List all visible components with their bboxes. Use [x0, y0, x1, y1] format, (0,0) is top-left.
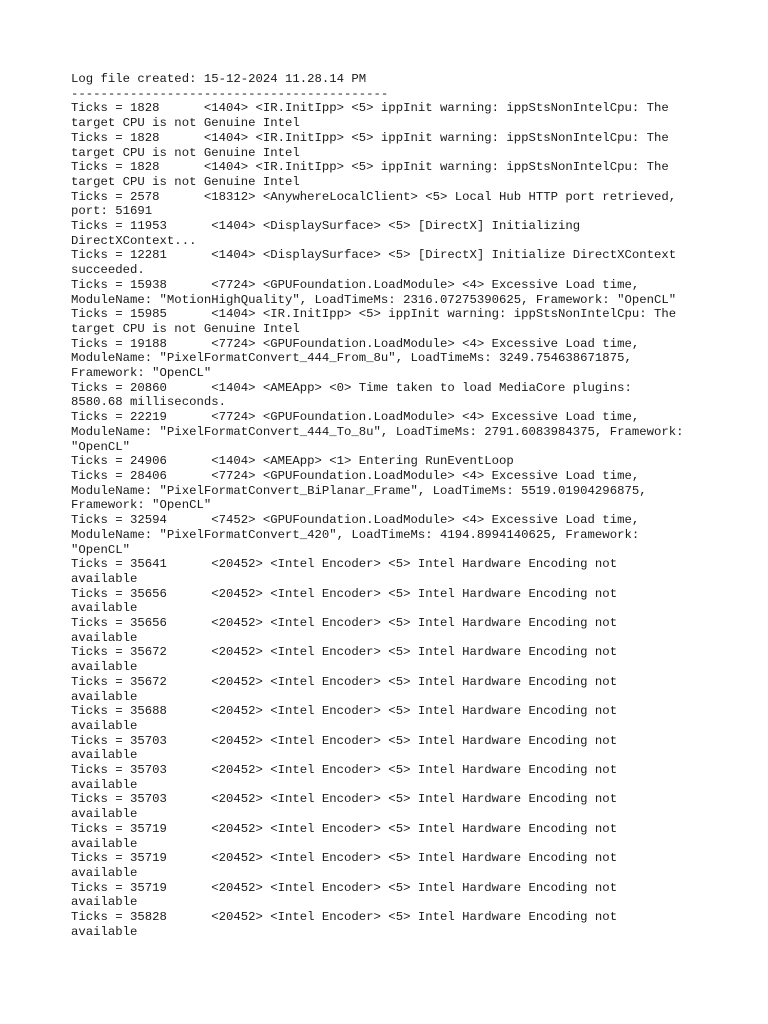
log-entry — [71, 131, 711, 160]
log-entries — [71, 101, 711, 939]
log-entry — [71, 645, 711, 674]
log-entry-line: Ticks = 35672 <20452> <Intel Encoder> <5> Intel Hardware Encoding not — [71, 674, 618, 689]
log-entry — [71, 675, 711, 704]
log-entry-line: ModuleName: "MotionHighQuality", LoadTimeMs: 2316.07275390625, Framework: "OpenCL" — [71, 292, 677, 307]
log-entry — [71, 190, 711, 219]
log-entry-line: Ticks = 35828 <20452> <Intel Encoder> <5> Intel Hardware Encoding not — [71, 910, 618, 925]
log-entry-line: available — [71, 807, 138, 822]
log-entry-line: Framework: "OpenCL" — [71, 366, 212, 381]
log-entry-line: succeeded. — [71, 263, 145, 278]
log-entry-line: Ticks = 35719 <20452> <Intel Encoder> <5> Intel Hardware Encoding not — [71, 851, 618, 866]
log-entry — [71, 410, 711, 454]
log-entry — [71, 616, 711, 645]
log-entry-line: available — [71, 777, 138, 792]
log-entry-line: Ticks = 24906 <1404> <AMEApp> <1> Entering RunEventLoop — [71, 454, 514, 469]
log-entry — [71, 381, 711, 410]
log-entry — [71, 469, 711, 513]
log-entry — [71, 734, 711, 763]
log-entry — [71, 219, 711, 248]
log-entry — [71, 160, 711, 189]
log-entry-line: available — [71, 718, 138, 733]
log-entry-line: available — [71, 924, 138, 939]
log-entry — [71, 307, 711, 336]
log-entry — [71, 763, 711, 792]
log-entry-line: Ticks = 19188 <7724> <GPUFoundation.LoadModule> <4> Excessive Load time, — [71, 336, 640, 351]
log-entry — [71, 557, 711, 586]
log-entry-line: ModuleName: "PixelFormatConvert_BiPlanar_Frame", LoadTimeMs: 5519.01904296875, — [71, 483, 647, 498]
log-entry-line: 8580.68 milliseconds. — [71, 395, 226, 410]
log-document — [71, 72, 711, 939]
log-entry — [71, 513, 711, 557]
log-entry-line: Ticks = 20860 <1404> <AMEApp> <0> Time taken to load MediaCore plugins: — [71, 380, 632, 395]
log-entry-line: Ticks = 35703 <20452> <Intel Encoder> <5> Intel Hardware Encoding not — [71, 763, 618, 778]
log-entry-line: Ticks = 35672 <20452> <Intel Encoder> <5> Intel Hardware Encoding not — [71, 645, 618, 660]
log-entry-line: Ticks = 35688 <20452> <Intel Encoder> <5> Intel Hardware Encoding not — [71, 704, 618, 719]
log-entry — [71, 851, 711, 880]
log-entry-line: available — [71, 689, 138, 704]
log-entry — [71, 587, 711, 616]
log-entry-line: available — [71, 895, 138, 910]
log-entry-line: available — [71, 571, 138, 586]
log-entry — [71, 101, 711, 130]
log-entry — [71, 704, 711, 733]
log-entry-line: target CPU is not Genuine Intel — [71, 116, 300, 131]
log-entry-line: available — [71, 865, 138, 880]
log-entry — [71, 337, 711, 381]
log-entry-line: Ticks = 1828 <1404> <IR.InitIpp> <5> ippInit warning: ippStsNonIntelCpu: The — [71, 130, 669, 145]
log-entry-line: Ticks = 35719 <20452> <Intel Encoder> <5> Intel Hardware Encoding not — [71, 821, 618, 836]
log-entry-line: "OpenCL" — [71, 542, 131, 557]
log-entry-line: available — [71, 748, 138, 763]
log-entry-line: "OpenCL" — [71, 439, 131, 454]
log-entry — [71, 822, 711, 851]
log-entry — [71, 910, 711, 939]
log-entry-line: Ticks = 35719 <20452> <Intel Encoder> <5> Intel Hardware Encoding not — [71, 880, 618, 895]
log-entry-line: Ticks = 12281 <1404> <DisplaySurface> <5> [DirectX] Initialize DirectXContext — [71, 248, 677, 263]
log-entry-line: ModuleName: "PixelFormatConvert_444_From_8u", LoadTimeMs: 3249.754638671875, — [71, 351, 632, 366]
log-entry-line: ModuleName: "PixelFormatConvert_444_To_8u", LoadTimeMs: 2791.6083984375, Framework: — [71, 424, 684, 439]
log-entry-line: available — [71, 836, 138, 851]
log-entry-line: Ticks = 1828 <1404> <IR.InitIpp> <5> ippInit warning: ippStsNonIntelCpu: The — [71, 160, 669, 175]
log-entry — [71, 454, 711, 469]
log-entry-line: DirectXContext... — [71, 233, 197, 248]
log-entry-line: Framework: "OpenCL" — [71, 498, 212, 513]
log-entry-line: target CPU is not Genuine Intel — [71, 321, 300, 336]
log-entry-line: Ticks = 15938 <7724> <GPUFoundation.LoadModule> <4> Excessive Load time, — [71, 277, 640, 292]
log-entry-line: Ticks = 22219 <7724> <GPUFoundation.LoadModule> <4> Excessive Load time, — [71, 410, 640, 425]
log-entry — [71, 278, 711, 307]
log-entry-line: target CPU is not Genuine Intel — [71, 145, 300, 160]
log-entry-line: Ticks = 35656 <20452> <Intel Encoder> <5> Intel Hardware Encoding not — [71, 586, 618, 601]
log-entry-line: available — [71, 660, 138, 675]
log-header: Log file created: 15-12-2024 11.28.14 PM — [71, 72, 367, 86]
log-entry-line: target CPU is not Genuine Intel — [71, 174, 300, 189]
log-entry-line: Ticks = 11953 <1404> <DisplaySurface> <5> [DirectX] Initializing — [71, 219, 581, 234]
log-entry-line: Ticks = 35703 <20452> <Intel Encoder> <5> Intel Hardware Encoding not — [71, 792, 618, 807]
log-separator: ------------------------------------------- — [71, 86, 389, 101]
log-entry-line: Ticks = 35703 <20452> <Intel Encoder> <5> Intel Hardware Encoding not — [71, 733, 618, 748]
log-entry-line: port: 51691 — [71, 204, 153, 219]
log-entry-line: Ticks = 35656 <20452> <Intel Encoder> <5> Intel Hardware Encoding not — [71, 616, 618, 631]
log-entry-line: Ticks = 35641 <20452> <Intel Encoder> <5> Intel Hardware Encoding not — [71, 557, 618, 572]
log-entry-line: Ticks = 32594 <7452> <GPUFoundation.LoadModule> <4> Excessive Load time, — [71, 513, 640, 528]
log-entry — [71, 881, 711, 910]
log-entry-line: available — [71, 601, 138, 616]
log-entry-line: Ticks = 15985 <1404> <IR.InitIpp> <5> ippInit warning: ippStsNonIntelCpu: The — [71, 307, 677, 322]
log-entry-line: Ticks = 28406 <7724> <GPUFoundation.LoadModule> <4> Excessive Load time, — [71, 468, 640, 483]
log-entry-line: Ticks = 1828 <1404> <IR.InitIpp> <5> ippInit warning: ippStsNonIntelCpu: The — [71, 101, 669, 116]
log-entry — [71, 792, 711, 821]
log-entry-line: ModuleName: "PixelFormatConvert_420", LoadTimeMs: 4194.8994140625, Framework: — [71, 527, 640, 542]
log-entry-line: Ticks = 2578 <18312> <AnywhereLocalClient> <5> Local Hub HTTP port retrieved, — [71, 189, 677, 204]
log-entry — [71, 248, 711, 277]
log-entry-line: available — [71, 630, 138, 645]
